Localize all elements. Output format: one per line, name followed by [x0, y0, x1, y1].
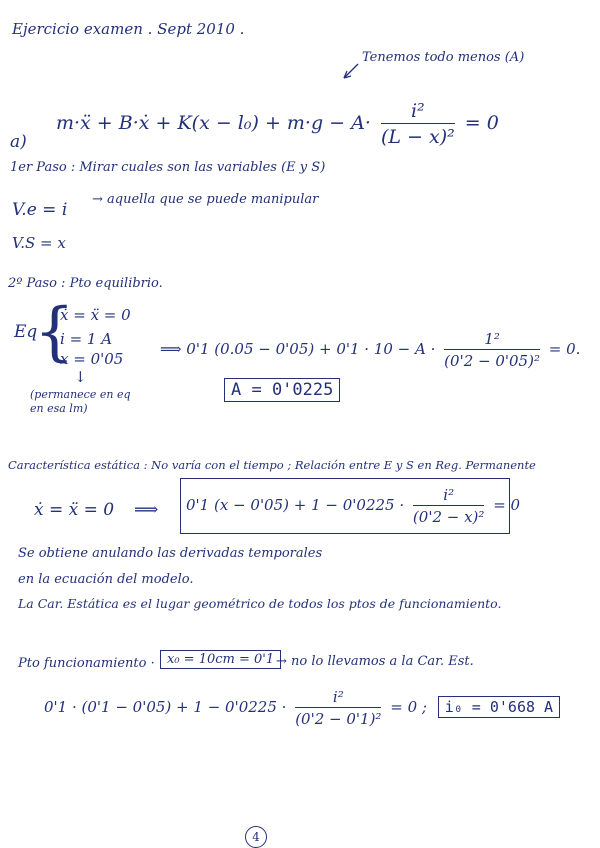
- input-variable: V.e = i: [12, 200, 68, 220]
- main-equation-rhs: = 0: [464, 112, 499, 134]
- page-number: 4: [245, 826, 267, 848]
- result-a: A = 0'0225: [224, 378, 340, 402]
- static-char-arrow: ⟹: [134, 500, 159, 520]
- output-variable: V.S = x: [12, 234, 66, 252]
- equilibrium-cond-2: i = 1 A: [60, 330, 113, 348]
- equilibrium-cond-3: x = 0'05: [60, 350, 124, 368]
- main-equation-num: i²: [381, 100, 455, 124]
- main-equation-den: (L − x)²: [380, 126, 455, 148]
- equilibrium-note: (permanece en eq en esa lm): [30, 388, 131, 415]
- main-equation-fraction: [381, 100, 455, 148]
- operating-point-label: Pto funcionamiento ·: [18, 656, 155, 671]
- down-arrow: ↓: [74, 368, 87, 386]
- equilibrium-brace: {: [34, 295, 75, 369]
- static-char-label: Característica estática : No varía con el tiempo ; Relación entre E y S en Reg. Permanente: [8, 458, 536, 472]
- operating-point-note: → no lo llevamos a la Car. Est.: [276, 654, 474, 669]
- page-title: Ejercicio examen . Sept 2010 .: [12, 20, 245, 38]
- static-char-text-2: en la ecuación del modelo.: [18, 572, 194, 587]
- equilibrium-substitution: ⟹ 0'1 (0.05 − 0'05) + 0'1 · 10 − A · $\frac{\text{1²}}{\text{(0'2 − 0'05)²}}$ = 0.: [160, 330, 581, 370]
- operating-point-equation: 0'1 · (0'1 − 0'05) + 1 − 0'0225 · $\frac{\text{i²}}{\text{(0'2 − 0'1)²}}$ = 0 ; i₀ = 0'668 A: [44, 688, 560, 728]
- static-char-equation: 0'1 (x − 0'05) + 1 − 0'0225 · $\frac{\text{i²}}{\text{(0'2 − x)²}}$ = 0: [186, 486, 521, 526]
- static-char-text-1: Se obtiene anulando las derivadas temporales: [18, 546, 323, 561]
- main-equation-lhs: m·ẍ + B·ẋ + K(x − l₀) + m·g − A·: [56, 112, 371, 134]
- operating-point-x0: x₀ = 10cm = 0'1: [160, 650, 281, 669]
- equilibrium-label: Eq: [14, 322, 38, 342]
- main-equation: [56, 100, 499, 148]
- static-char-cond: ẋ = ẍ = 0: [34, 500, 115, 520]
- equilibrium-cond-1: ẋ = ẍ = 0: [60, 306, 131, 324]
- part-a-label: a): [10, 132, 27, 152]
- step2-label: 2º Paso : Pto equilibrio.: [8, 276, 163, 291]
- static-char-text-3: La Car. Estática es el lugar geométrico de todos los ptos de funcionamiento.: [18, 596, 502, 611]
- step1-label: 1er Paso : Mirar cuales son las variables (E y S): [10, 160, 326, 175]
- input-variable-note: → aquella que se puede manipular: [92, 192, 319, 207]
- note-top: Tenemos todo menos (A): [362, 50, 525, 65]
- result-i0: i₀ = 0'668 A: [438, 696, 560, 718]
